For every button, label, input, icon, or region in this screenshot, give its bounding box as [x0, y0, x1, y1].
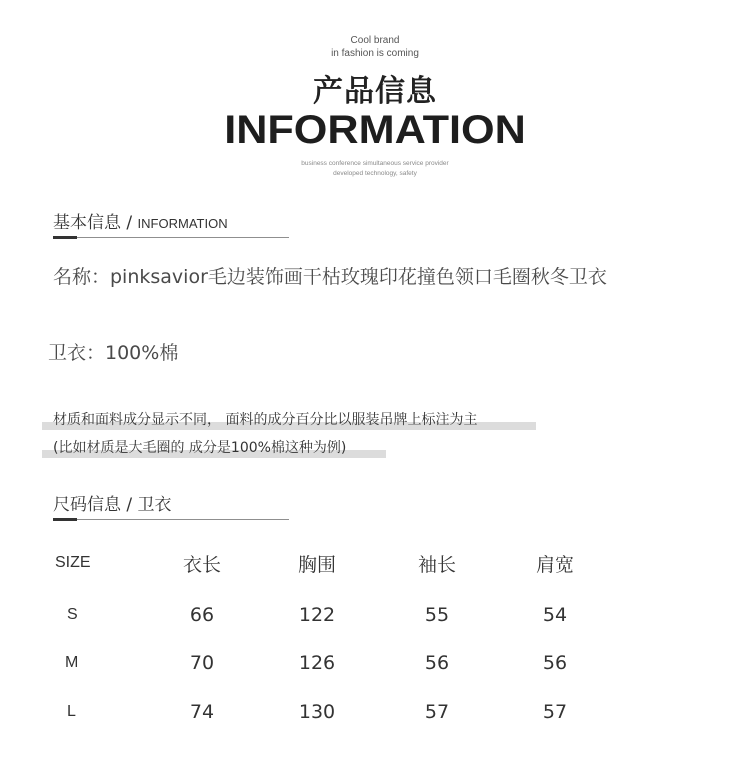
fine-print-line-1: business conference simultaneous service provider — [301, 160, 449, 167]
tagline-line-2: in fashion is coming — [331, 48, 419, 59]
material-note-2: (比如材质是大毛圈的 成分是100%棉这种为例) — [53, 440, 347, 456]
section-divider — [53, 519, 289, 520]
size-cell: S — [67, 606, 78, 623]
sleeve-cell: 56 — [424, 652, 450, 674]
basic-info-heading-cn: 基本信息 / — [53, 213, 133, 233]
section-divider — [53, 237, 289, 238]
product-name: 名称：pinksavior毛边装饰画干枯玫瑰印花撞色领口毛圈秋冬卫衣 — [53, 266, 607, 288]
shoulder-cell: 57 — [542, 701, 568, 723]
page-title-cn: 产品信息 — [313, 74, 437, 109]
shoulder-cell: 54 — [542, 604, 568, 626]
tagline-line-1: Cool brand — [350, 35, 400, 46]
chest-cell: 126 — [298, 652, 336, 674]
section-divider-accent — [53, 518, 77, 521]
size-info-heading: 尺码信息 / 卫衣 — [53, 495, 172, 515]
column-header-chest: 胸围 — [297, 554, 336, 576]
shoulder-cell: 56 — [542, 652, 568, 674]
size-cell: L — [67, 703, 76, 720]
sleeve-cell: 55 — [424, 604, 450, 626]
chest-cell: 130 — [298, 701, 336, 723]
length-cell: 74 — [189, 701, 215, 723]
basic-info-heading-en: INFORMATION — [137, 216, 228, 231]
material-text: 卫衣：100%棉 — [48, 342, 179, 364]
column-header-shoulder: 肩宽 — [535, 554, 574, 576]
column-header-length: 衣长 — [182, 554, 221, 576]
size-cell: M — [65, 654, 79, 671]
length-cell: 70 — [189, 652, 215, 674]
section-divider-accent — [53, 236, 77, 239]
page-title-en: INFORMATION — [224, 108, 526, 152]
sleeve-cell: 57 — [424, 701, 450, 723]
chest-cell: 122 — [298, 604, 336, 626]
length-cell: 66 — [189, 604, 215, 626]
column-header-size: SIZE — [55, 554, 91, 571]
material-note-1: 材质和面料成分显示不同， 面料的成分百分比以服装吊牌上标注为主 — [53, 412, 478, 428]
fine-print-line-2: developed technology, safety — [333, 170, 417, 177]
basic-info-heading — [53, 208, 228, 233]
column-header-sleeve: 袖长 — [417, 554, 456, 576]
